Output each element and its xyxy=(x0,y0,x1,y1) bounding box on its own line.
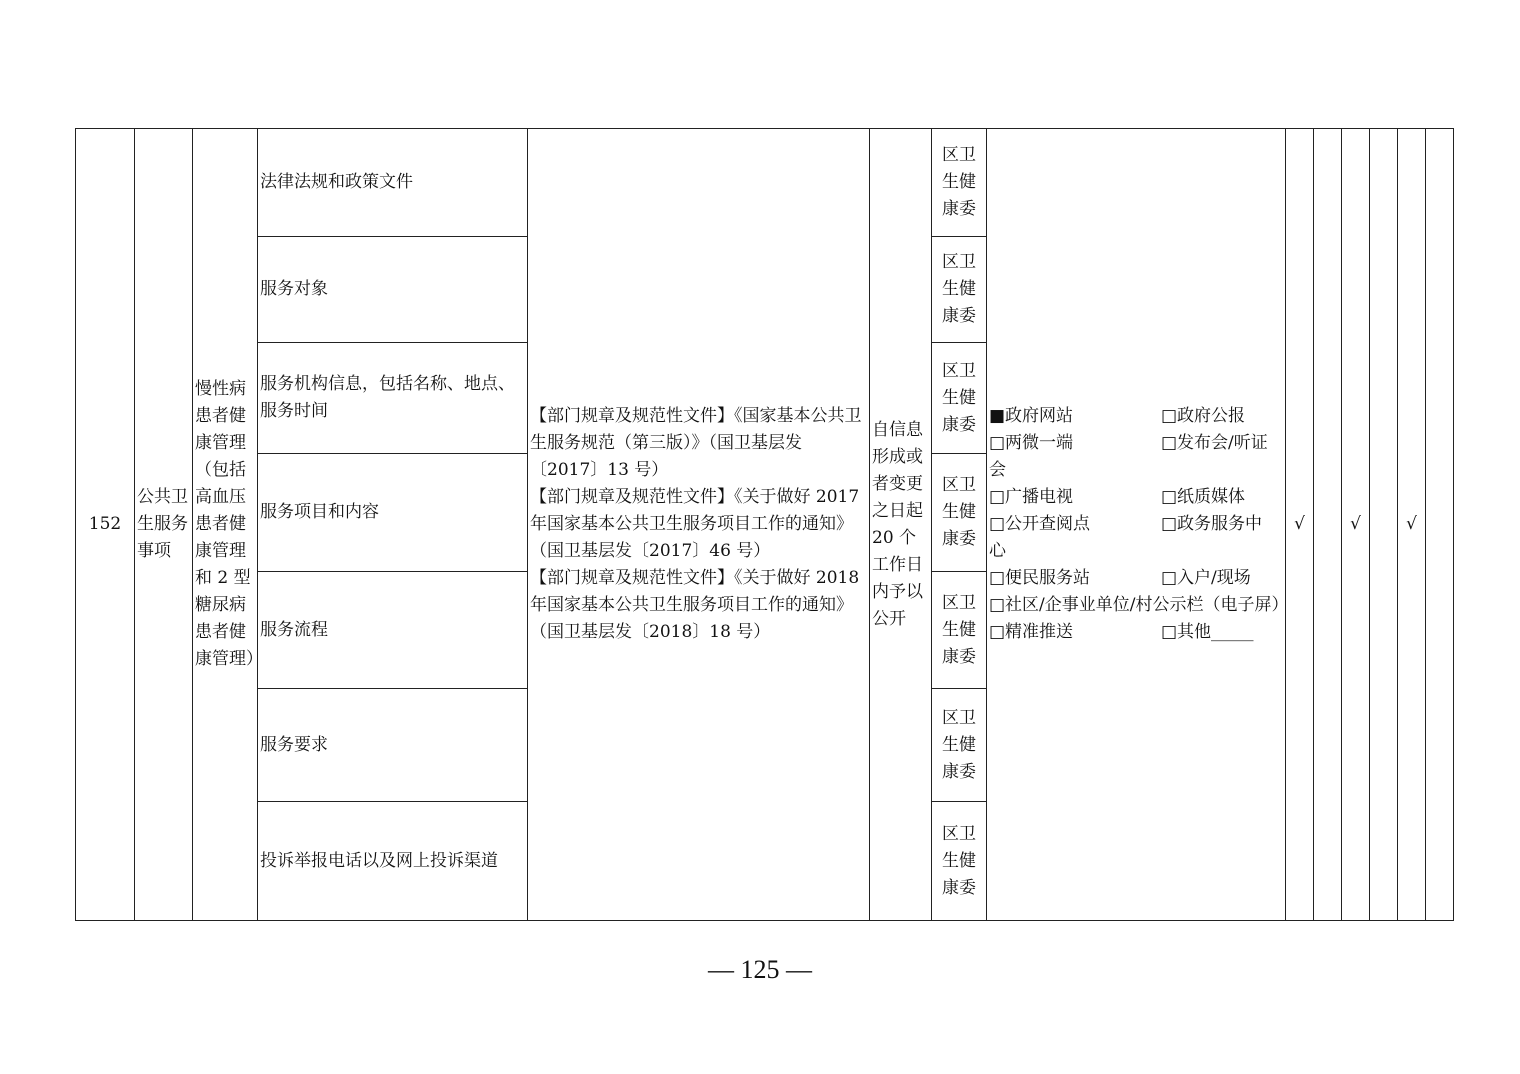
item-content: 服务项目和内容 xyxy=(258,454,528,572)
basis-cell xyxy=(528,129,870,921)
mark-cell: √ xyxy=(1398,129,1426,921)
disclosure-table xyxy=(75,128,1454,921)
channel-option: □广播电视 xyxy=(989,487,1074,507)
channel-option: ■政府网站 xyxy=(989,406,1074,426)
dept-cell: 区卫生健康委 xyxy=(932,129,987,237)
item-content: 法律法规和政策文件 xyxy=(258,129,528,237)
dept-cell: 区卫生健康委 xyxy=(932,343,987,454)
mark-cell xyxy=(1426,129,1454,921)
item-content: 服务对象 xyxy=(258,237,528,343)
mark-cell xyxy=(1314,129,1342,921)
basis-entry: 【部门规章及规范性文件】《关于做好 2017 年国家基本公共卫生服务项目工作的通知》（国卫基层发〔2017〕46 号） xyxy=(530,487,860,561)
dept-cell: 区卫生健康委 xyxy=(932,689,987,802)
channel-option: □两微一端 xyxy=(989,433,1074,453)
channel-option-wrap: 会 xyxy=(989,460,1006,480)
dept-cell: 区卫生健康委 xyxy=(932,237,987,343)
item-content: 服务机构信息，包括名称、地点、服务时间 xyxy=(258,343,528,454)
channel-option-wrap: 心 xyxy=(989,541,1006,561)
dept-cell: 区卫生健康委 xyxy=(932,454,987,572)
channel-option: □精准推送 xyxy=(989,622,1074,642)
item-content: 服务流程 xyxy=(258,572,528,689)
item-content: 服务要求 xyxy=(258,689,528,802)
channel-option: □社区/企事业单位/村公示栏（电子屏） xyxy=(989,595,1289,615)
mark-cell: √ xyxy=(1342,129,1370,921)
channel-option: □发布会/听证 xyxy=(1161,433,1268,453)
channel-option: □纸质媒体 xyxy=(1161,487,1246,507)
mark-cell xyxy=(1370,129,1398,921)
channel-option: □公开查阅点 xyxy=(989,514,1091,534)
channel-option: □政府公报 xyxy=(1161,406,1246,426)
category-cell: 公共卫生服务事项 xyxy=(135,129,193,921)
dept-cell: 区卫生健康委 xyxy=(932,802,987,921)
row-number: 152 xyxy=(76,129,135,921)
subcategory-cell: 慢性病患者健康管理（包括高血压患者健康管理和 2 型糖尿病患者健康管理） xyxy=(193,129,258,921)
dept-cell: 区卫生健康委 xyxy=(932,572,987,689)
timeline-cell: 自信息形成或者变更之日起 20 个工作日内予以公开 xyxy=(870,129,932,921)
channels-cell xyxy=(987,129,1289,921)
page-number: — 125 — xyxy=(708,955,812,984)
item-content: 投诉举报电话以及网上投诉渠道 xyxy=(258,802,528,921)
channel-option: □其他_____ xyxy=(1161,622,1254,642)
channel-option: □政务服务中 xyxy=(1161,514,1263,534)
channel-option: □入户/现场 xyxy=(1161,568,1251,588)
mark-cell: √ xyxy=(1286,129,1314,921)
basis-entry: 【部门规章及规范性文件】《关于做好 2018 年国家基本公共卫生服务项目工作的通知》（国卫基层发〔2018〕18 号） xyxy=(530,568,860,642)
channel-option: □便民服务站 xyxy=(989,568,1091,588)
basis-entry: 【部门规章及规范性文件】《国家基本公共卫生服务规范（第三版）》（国卫基层发〔2017〕13 号） xyxy=(530,406,862,480)
